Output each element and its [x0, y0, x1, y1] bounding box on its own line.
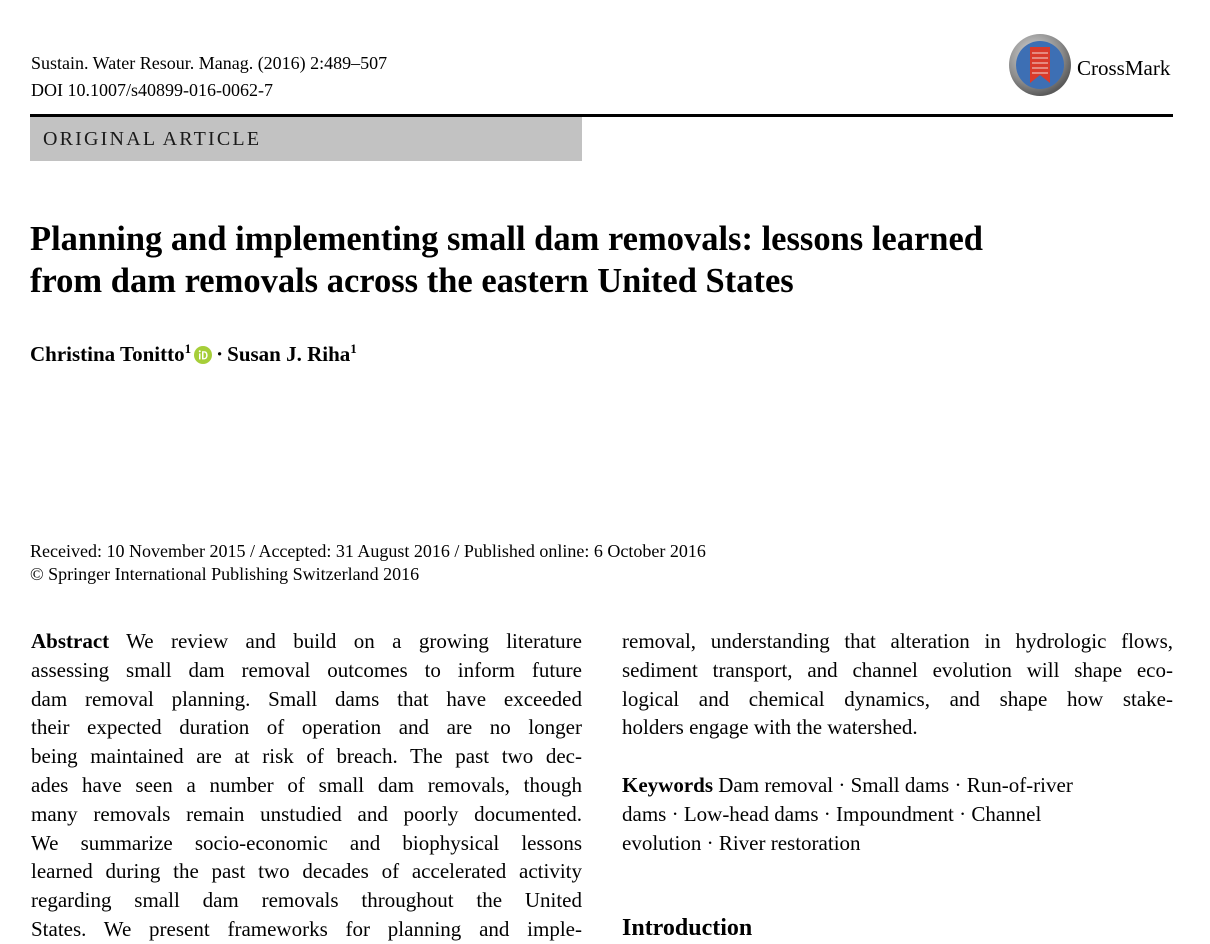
keywords-heading: Keywords: [622, 773, 713, 797]
crossmark-badge[interactable]: [1008, 33, 1174, 99]
orcid-icon[interactable]: [194, 346, 212, 364]
abstract-line: holders engage with the watershed.: [622, 715, 918, 740]
abstract-line: regarding small dam removals throughout the United: [31, 888, 582, 913]
author-separator: ·: [216, 342, 224, 366]
abstract-line: removal, understanding that alteration in hydrologic flows,: [622, 629, 1173, 653]
abstract-heading: Abstract: [31, 629, 110, 653]
author-affiliation: 1: [184, 341, 192, 356]
abstract-line: being maintained are at risk of breach. The past two dec-: [31, 744, 582, 769]
abstract-text: We review and build on a growing literature: [126, 629, 582, 653]
crossmark-icon: [1008, 33, 1072, 97]
abstract-line: dam removal planning. Small dams that have exceeded: [31, 686, 582, 711]
abstract-line: [31, 627, 582, 656]
section-heading-introduction: Introduction: [622, 915, 753, 941]
publication-dates: Received: 10 November 2015 / Accepted: 31 August 2016 / Published online: 6 October 2016: [30, 541, 706, 561]
title-line: from dam removals across the eastern United States: [30, 262, 794, 300]
abstract-line: ades have seen a number of small dam removals, though: [31, 772, 582, 797]
abstract-line: assessing small dam removal outcomes to inform future: [31, 657, 582, 682]
abstract-line: learned during the past two decades of accelerated activity: [31, 859, 582, 884]
abstract-left-column: [31, 627, 582, 944]
abstract-line: many removals remain unstudied and poorly documented.: [31, 801, 582, 826]
abstract-line: States. We present frameworks for planning and imple-: [31, 916, 582, 941]
abstract-line: We summarize socio-economic and biophysical lessons: [31, 830, 582, 855]
keywords-line: evolution · River restoration: [622, 831, 861, 855]
author-affiliation: 1: [350, 341, 357, 356]
keywords-text: Dam removal · Small dams · Run-of-river: [718, 773, 1073, 797]
title-line: Planning and implementing small dam removals: lessons learned: [30, 220, 983, 258]
abstract-line: logical and chemical dynamics, and shape how stake-: [622, 686, 1173, 711]
article-type-label: ORIGINAL ARTICLE: [43, 128, 262, 150]
crossmark-label: CrossMark: [1077, 56, 1171, 80]
abstract-right-column: [622, 627, 1173, 742]
keywords-line: [622, 771, 1173, 800]
author-name[interactable]: Susan J. Riha: [227, 342, 351, 366]
abstract-line: their expected duration of operation and are no longer: [31, 715, 582, 740]
article-type-band: [30, 117, 582, 161]
author-name[interactable]: Christina Tonitto: [30, 342, 185, 366]
copyright-notice: © Springer International Publishing Switzerland 2016: [30, 564, 420, 584]
keywords-block: [622, 771, 1173, 858]
author-list: [30, 340, 357, 368]
journal-citation: Sustain. Water Resour. Manag. (2016) 2:489–507: [31, 53, 388, 73]
doi-link[interactable]: DOI 10.1007/s40899-016-0062-7: [31, 80, 273, 100]
abstract-line: sediment transport, and channel evolution will shape eco-: [622, 657, 1173, 682]
keywords-line: dams · Low-head dams · Impoundment · Channel: [622, 802, 1042, 826]
paper-title: [30, 218, 1180, 302]
